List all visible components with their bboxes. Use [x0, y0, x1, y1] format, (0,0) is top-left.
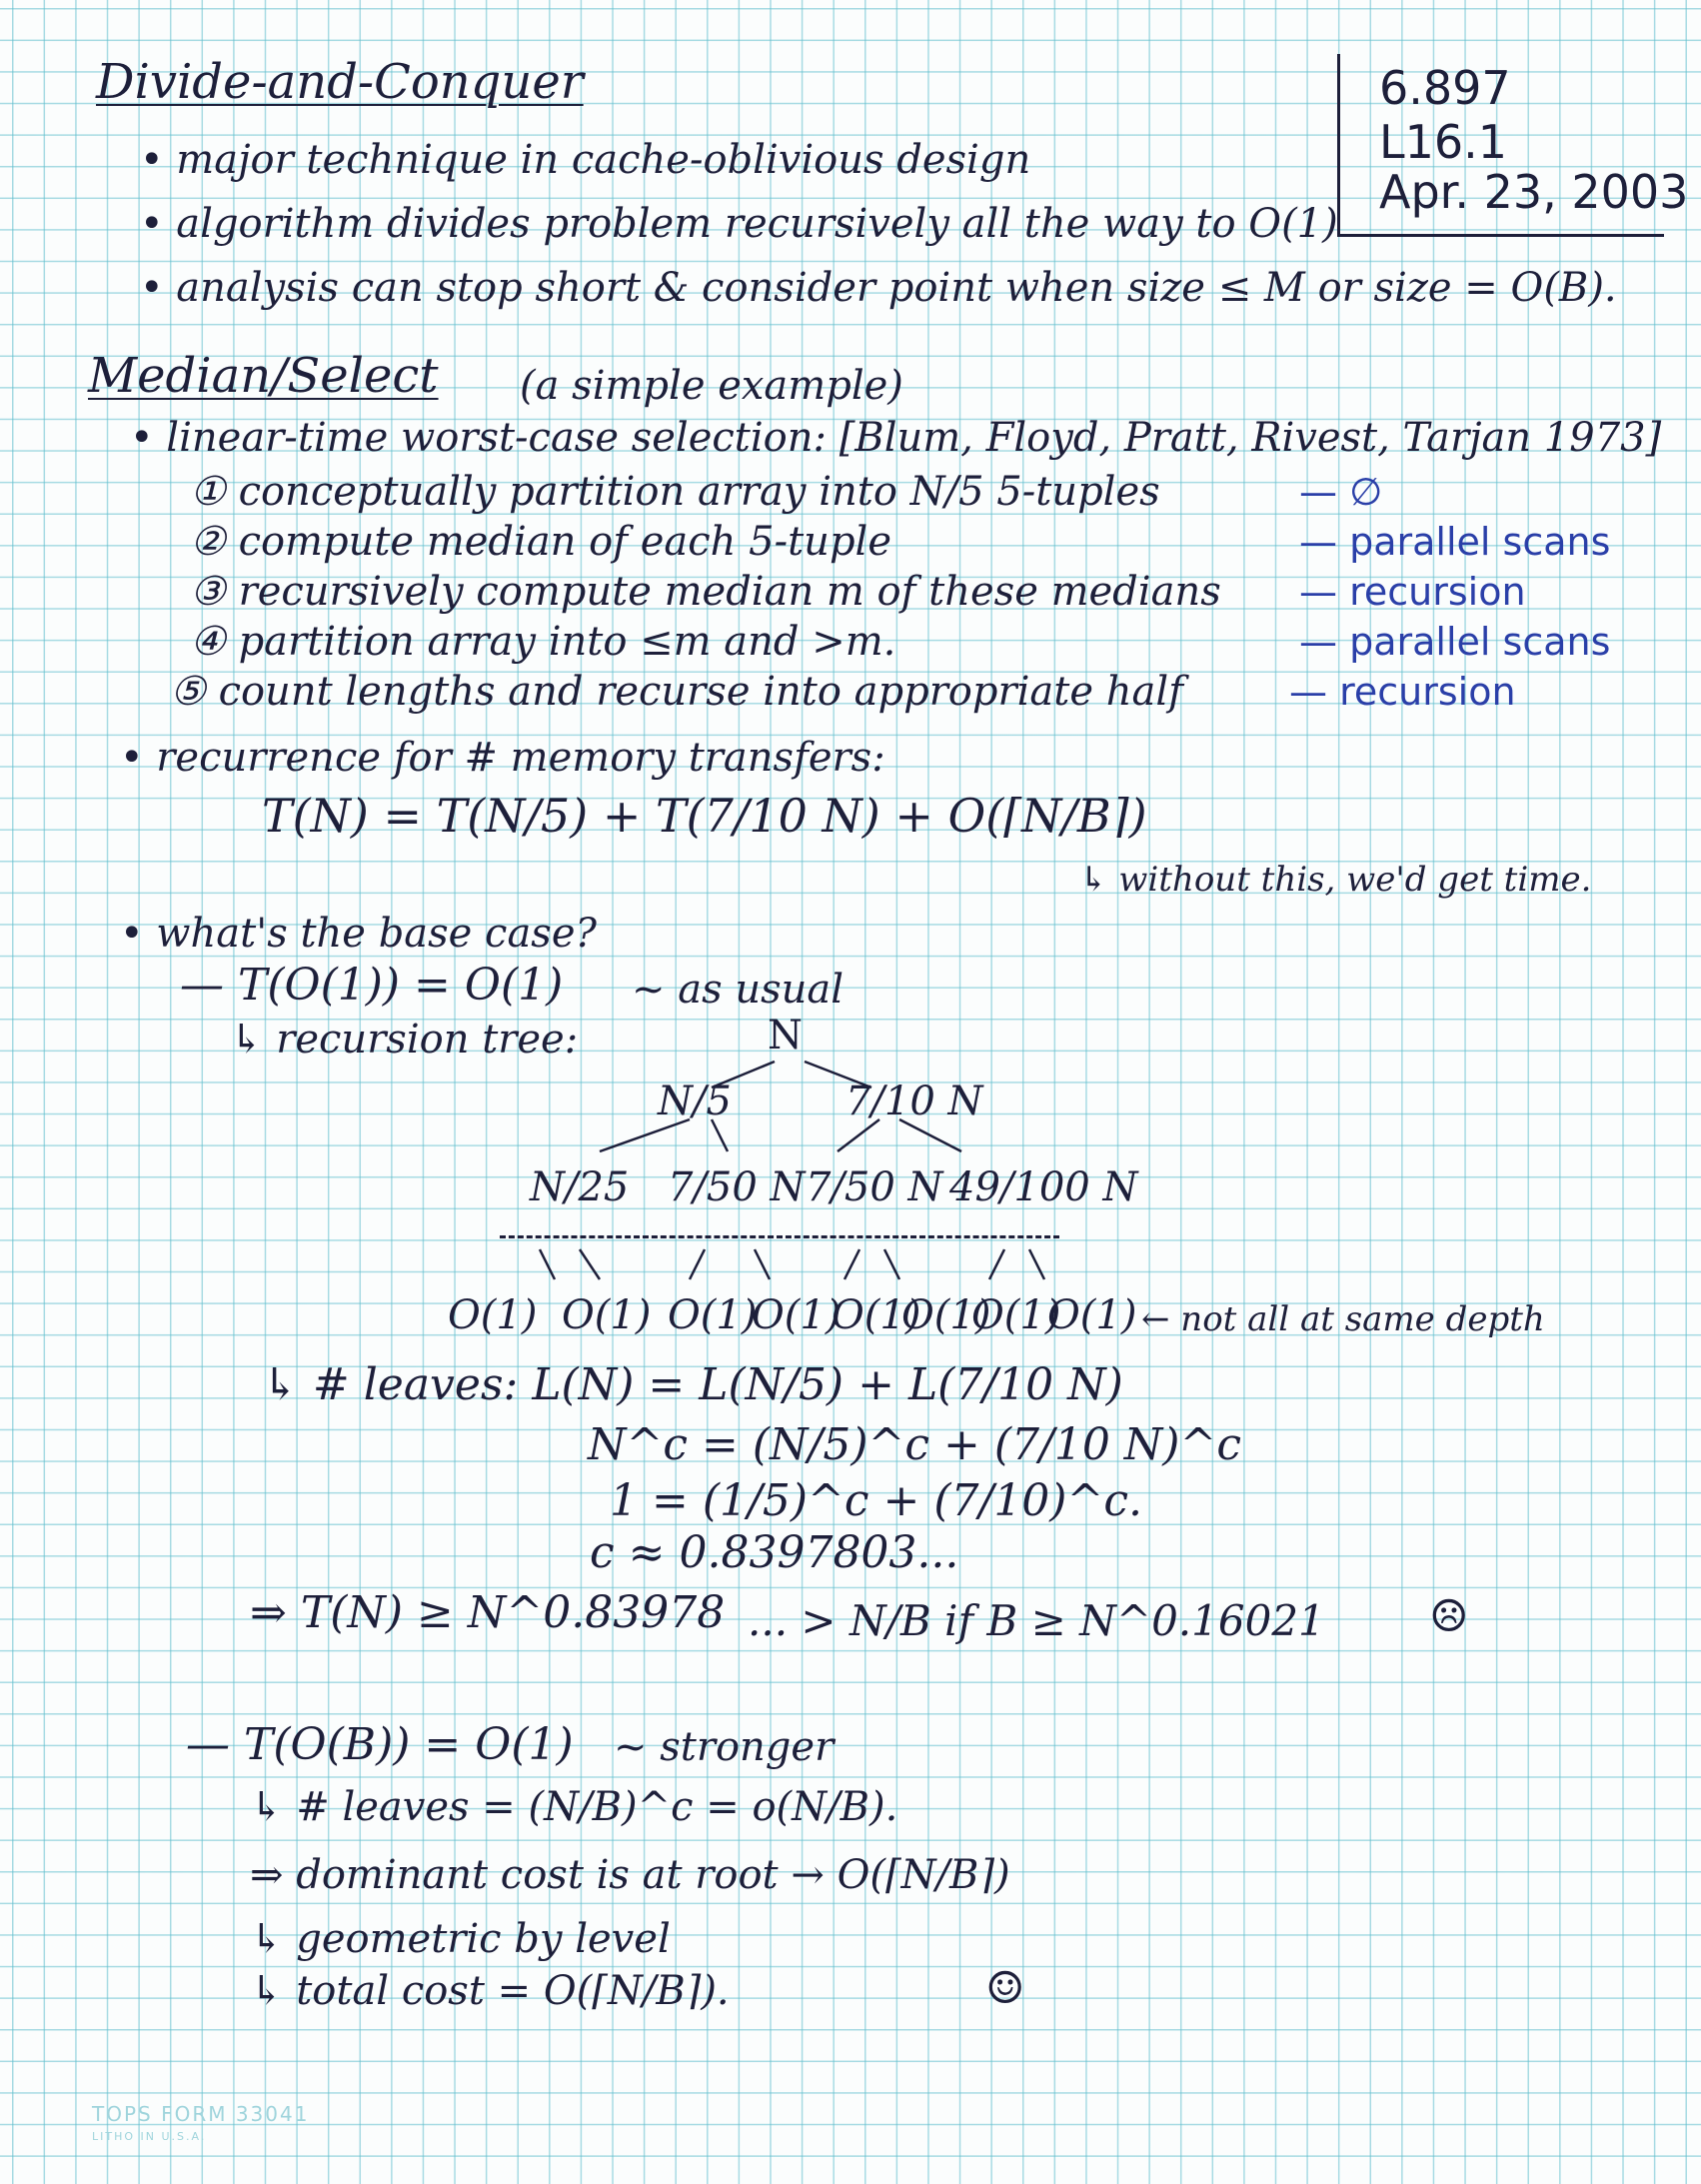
tree-leaf: O(1) — [901, 1292, 991, 1338]
leaves-equation-2: N^c = (N/5)^c + (7/10 N)^c — [588, 1419, 1241, 1470]
tree-level2-node-4: 49/100 N — [949, 1164, 1138, 1210]
case-2: — T(O(B)) = O(1) — [186, 1719, 574, 1770]
tree-leaf: O(1) — [832, 1292, 921, 1338]
lower-bound-note: ... > N/B if B ≥ N^0.16021 — [748, 1596, 1325, 1645]
tree-leaf: O(1) — [752, 1292, 842, 1338]
step-4: ④ partition array into ≤m and >m. — [190, 619, 896, 665]
tree-level2-node-2: 7/50 N — [668, 1164, 806, 1210]
case-2-geometric: ↳ geometric by level — [250, 1916, 671, 1962]
recurrence-label: • recurrence for # memory transfers: — [120, 735, 885, 781]
case-2-total-cost: ↳ total cost = O(⌈N/B⌉). — [250, 1968, 730, 2014]
step-5-note: — recursion — [1289, 670, 1516, 714]
case-2-dominant-cost: ⇒ dominant cost is at root → O(⌈N/B⌉) — [250, 1852, 1010, 1898]
step-5: ⑤ count lengths and recurse into appropriate half — [170, 669, 1183, 715]
sad-face-icon: ☹ — [1429, 1591, 1469, 1642]
happy-face-icon: ☺ — [985, 1963, 1025, 2014]
recursion-tree-label: ↳ recursion tree: — [230, 1017, 579, 1063]
leaves-equation-4: c ≈ 0.8397803... — [590, 1527, 959, 1578]
step-2-note: — parallel scans — [1299, 520, 1611, 564]
step-3-note: — recursion — [1299, 570, 1526, 614]
lower-bound: ⇒ T(N) ≥ N^0.83978 — [250, 1587, 726, 1638]
course-number: 6.897 — [1379, 61, 1511, 115]
recurrence-equation: T(N) = T(N/5) + T(7/10 N) + O(⌈N/B⌉) — [262, 789, 1147, 843]
step-3: ③ recursively compute median m of these medians — [190, 569, 1221, 615]
leaves-equation-3: 1 = (1/5)^c + (7/10)^c. — [610, 1475, 1142, 1526]
tree-leaf: O(1) — [668, 1292, 758, 1338]
step-2: ② compute median of each 5-tuple — [190, 519, 892, 565]
section-title-divide-and-conquer: Divide-and-Conquer — [96, 54, 584, 110]
bullet-linear-time-selection: • linear-time worst-case selection: [Blum, Floyd, Pratt, Rivest, Tarjan 1973] — [130, 415, 1662, 461]
tree-level2-node-3: 7/50 N — [806, 1164, 943, 1210]
base-case-question: • what's the base case? — [120, 911, 597, 957]
lecture-date: Apr. 23, 2003 — [1379, 165, 1689, 219]
bullet-algorithm-divides: • algorithm divides problem recursively all the way to O(1) — [140, 201, 1338, 247]
step-1-note: — ∅ — [1299, 470, 1383, 514]
case-2-note: ~ stronger — [614, 1724, 835, 1770]
bullet-analysis-stop-short: • analysis can stop short & consider point when size ≤ M or size = O(B). — [140, 265, 1617, 311]
leaves-equation-1: ↳ # leaves: L(N) = L(N/5) + L(7/10 N) — [262, 1359, 1123, 1410]
tree-leaf: O(1) — [1047, 1292, 1137, 1338]
case-2-leaves: ↳ # leaves = (N/B)^c = o(N/B). — [250, 1784, 898, 1830]
step-4-note: — parallel scans — [1299, 620, 1611, 664]
recurrence-note: ↳ without this, we'd get time. — [1079, 860, 1592, 900]
tree-root: N — [768, 1013, 803, 1059]
tree-leaf: O(1) — [971, 1292, 1061, 1338]
lecture-number: L16.1 — [1379, 115, 1508, 169]
form-imprint — [92, 2102, 309, 2143]
section-subtitle: (a simple example) — [520, 363, 903, 409]
leaves-depth-note: ← not all at same depth — [1141, 1299, 1545, 1339]
step-1: ① conceptually partition array into N/5 5-tuples — [190, 469, 1160, 515]
tree-level1-left: N/5 — [658, 1079, 732, 1124]
case-1-note: ~ as usual — [632, 967, 845, 1013]
form-number: TOPS FORM 33041 — [92, 2102, 310, 2126]
case-1: — T(O(1)) = O(1) — [180, 960, 564, 1011]
tree-elision-dashes — [500, 1235, 1059, 1238]
section-title-median-select: Median/Select — [88, 348, 439, 404]
tree-level1-right: 7/10 N — [846, 1079, 983, 1124]
litho-imprint: LITHO IN U.S.A. — [92, 2130, 207, 2143]
tree-level2-node-1: N/25 — [530, 1164, 630, 1210]
bullet-major-technique: • major technique in cache-oblivious design — [140, 137, 1031, 183]
tree-leaf: O(1) — [562, 1292, 652, 1338]
tree-leaf: O(1) — [448, 1292, 538, 1338]
